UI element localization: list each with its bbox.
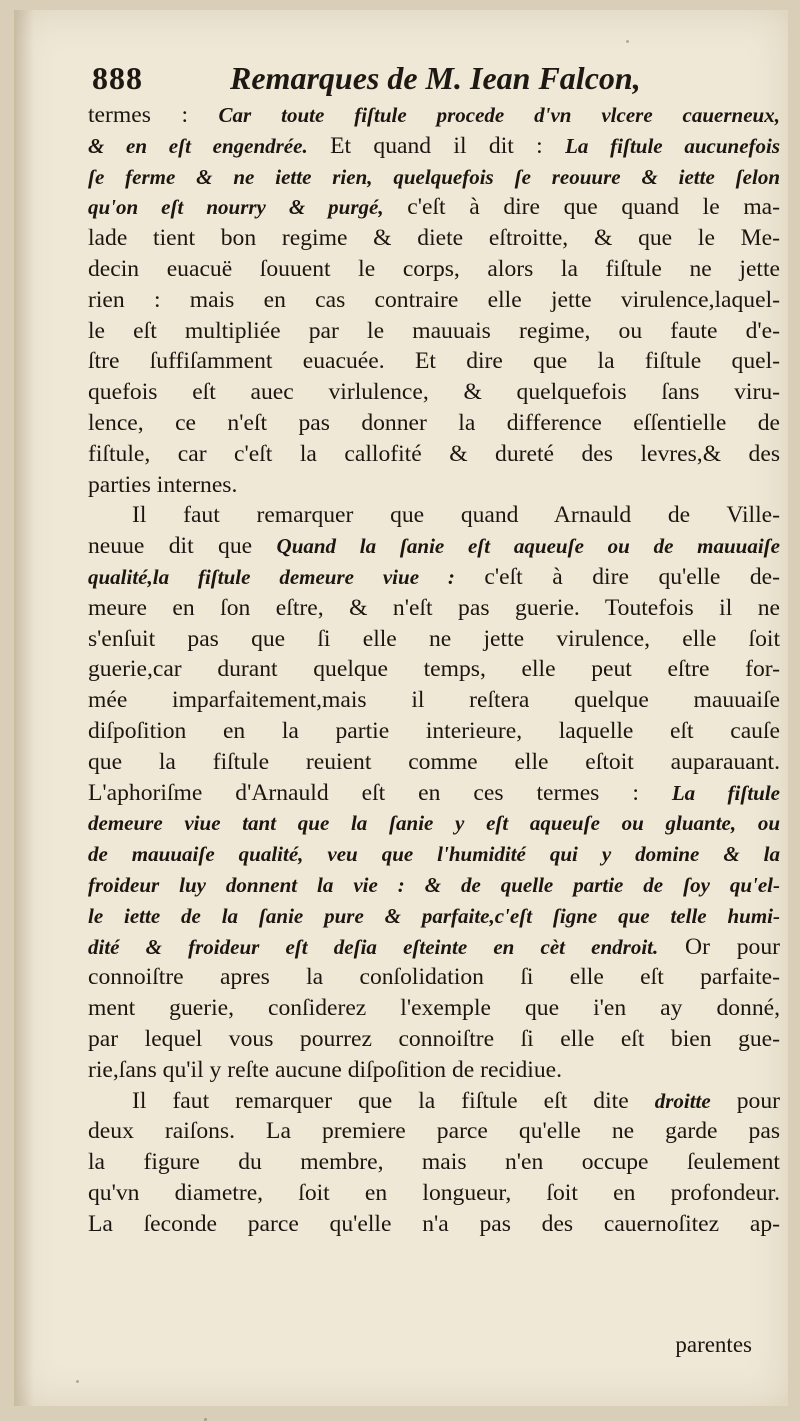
text-run: Il faut remarquer que quand Arnauld de Ville-: [132, 502, 780, 529]
italic-quote: le iette de la ſanie pure & parfaite,c'eſt ſigne que telle humi-: [88, 903, 780, 928]
text-run: decin euacuë ſouuent le corps, alors la fiſtule ne jette: [88, 255, 780, 282]
italic-quote: qualité,la fiſtule demeure viue :: [88, 564, 455, 589]
catchword: parentes: [675, 1332, 752, 1357]
text-line: [88, 747, 780, 778]
text-line: [88, 531, 780, 562]
text-line: [88, 131, 780, 162]
text-run: L'aphoriſme d'Arnauld eſt en ces termes :: [88, 779, 672, 806]
italic-quote: de mauuaiſe qualité, veu que l'humidité qui y domine & la: [88, 842, 780, 867]
text-line: [88, 285, 780, 316]
italic-quote: La fiſtule: [671, 780, 780, 805]
text-line: [88, 162, 780, 193]
text-run: ſtre ſuffiſamment euacuée. Et dire que la fiſtule quel-: [88, 348, 780, 375]
text-line: [88, 593, 780, 624]
text-run: pour: [710, 1087, 780, 1114]
text-run: c'eſt à dire que quand le ma-: [383, 194, 781, 221]
text-run: meure en ſon eſtre, & n'eſt pas guerie. Toutefois il ne: [88, 594, 780, 621]
italic-quote: La fiſtule aucunefois: [565, 133, 781, 158]
text-run: que la fiſtule reuient comme elle eſtoit auparauant.: [88, 748, 780, 775]
text-run: diſpoſition en la partie interieure, laquelle eſt cauſe: [88, 717, 780, 744]
text-run: fiſtule, car c'eſt la callofité & dureté des levres,& des: [88, 440, 780, 467]
body-text: [88, 100, 780, 1239]
text-line: [88, 839, 780, 870]
text-run: par lequel vous pourrez connoiſtre ſi elle eſt bien gue-: [88, 1025, 780, 1052]
text-run: rien : mais en cas contraire elle jette virulence,laquel-: [88, 286, 780, 313]
text-run: lade tient bon regime & diete eſtroitte, & que le Me-: [88, 225, 780, 252]
text-run: parties internes.: [88, 471, 238, 498]
text-run: Il faut remarquer que la fiſtule eſt dite: [132, 1087, 655, 1114]
running-title: Remarques de M. Iean Falcon,: [230, 60, 641, 96]
text-line: [88, 254, 780, 285]
text-line: [88, 377, 780, 408]
text-line: [88, 1209, 780, 1240]
text-line: [88, 1147, 780, 1178]
italic-quote: droitte: [654, 1088, 711, 1113]
page-number: 888: [92, 60, 143, 96]
text-line: [88, 1024, 780, 1055]
text-run: termes :: [88, 102, 219, 128]
text-run: lence, ce n'eſt pas donner la difference eſſentielle de: [88, 409, 780, 436]
text-line: [88, 962, 780, 993]
book-page: [14, 10, 788, 1406]
text-line: [88, 408, 780, 439]
text-line: [88, 346, 780, 377]
text-line: [88, 1055, 780, 1086]
paper-speck: [626, 40, 629, 43]
text-line: [88, 316, 780, 347]
text-run: c'eſt à dire qu'elle de-: [454, 563, 780, 590]
text-run: deux raiſons. La premiere parce qu'elle ne garde pas: [88, 1118, 780, 1145]
text-line: [88, 100, 780, 131]
text-line: [88, 932, 780, 963]
text-run: neuue dit que: [88, 533, 277, 560]
text-line: [88, 993, 780, 1024]
text-line: [88, 439, 780, 470]
text-run: rie,ſans qu'il y reſte aucune diſpoſition de recidiue.: [88, 1056, 563, 1083]
text-line: [88, 223, 780, 254]
text-run: qu'vn diametre, ſoit en longueur, ſoit en profondeur.: [88, 1179, 780, 1206]
text-line: [88, 685, 780, 716]
text-line: [88, 870, 780, 901]
italic-quote: froideur luy donnent la vie : & de quelle partie de ſoy qu'el-: [88, 872, 780, 897]
text-run: connoiſtre apres la conſolidation ſi elle eſt parfaite-: [88, 964, 780, 991]
italic-quote: Quand la ſanie eſt aqueuſe ou de mauuaiſe: [276, 534, 780, 559]
text-run: la figure du membre, mais n'en occupe ſeulement: [88, 1149, 780, 1176]
text-run: s'enſuit pas que ſi elle ne jette virulence, elle ſoit: [88, 625, 780, 652]
text-run: guerie,car durant quelque temps, elle peut eſtre for-: [88, 656, 780, 683]
text-line: [88, 470, 780, 501]
text-line: [88, 808, 780, 839]
text-line: [88, 654, 780, 685]
text-line: [88, 1178, 780, 1209]
text-line: [88, 901, 780, 932]
text-run: ment guerie, conſiderez l'exemple que i'en ay donné,: [88, 995, 780, 1022]
italic-quote: dité & froideur eſt deſia eſteinte en cèt endroit.: [88, 934, 659, 959]
italic-quote: ſe ferme & ne iette rien, quelquefois ſe reouure & iette ſelon: [88, 164, 780, 189]
text-line: [88, 1086, 780, 1117]
text-line: [88, 192, 780, 223]
text-run: La ſeconde parce qu'elle n'a pas des cauernoſitez ap-: [88, 1210, 780, 1237]
italic-quote: demeure viue tant que la ſanie y eſt aqueuſe ou gluante, ou: [88, 811, 780, 836]
text-run: mée imparfaitement,mais il reſtera quelque mauuaiſe: [88, 687, 780, 714]
page-gutter-shadow: [16, 10, 34, 1406]
text-run: Et quand il dit :: [307, 132, 566, 159]
italic-quote: & en eſt engendrée.: [88, 133, 308, 158]
text-run: le eſt multipliée par le mauuais regime, ou faute d'e-: [88, 317, 780, 344]
text-run: quefois eſt auec virlulence, & quelquefois ſans viru-: [88, 379, 780, 406]
text-line: [88, 716, 780, 747]
text-line: [88, 562, 780, 593]
text-line: [88, 500, 780, 531]
text-line: [88, 624, 780, 655]
paper-speck: [76, 1380, 79, 1383]
italic-quote: Car toute fiſtule procede d'vn vlcere cauerneux,: [218, 103, 780, 127]
text-run: Or pour: [658, 933, 780, 960]
text-line: [88, 778, 780, 809]
italic-quote: qu'on eſt nourry & purgé,: [88, 195, 384, 220]
text-line: [88, 1116, 780, 1147]
